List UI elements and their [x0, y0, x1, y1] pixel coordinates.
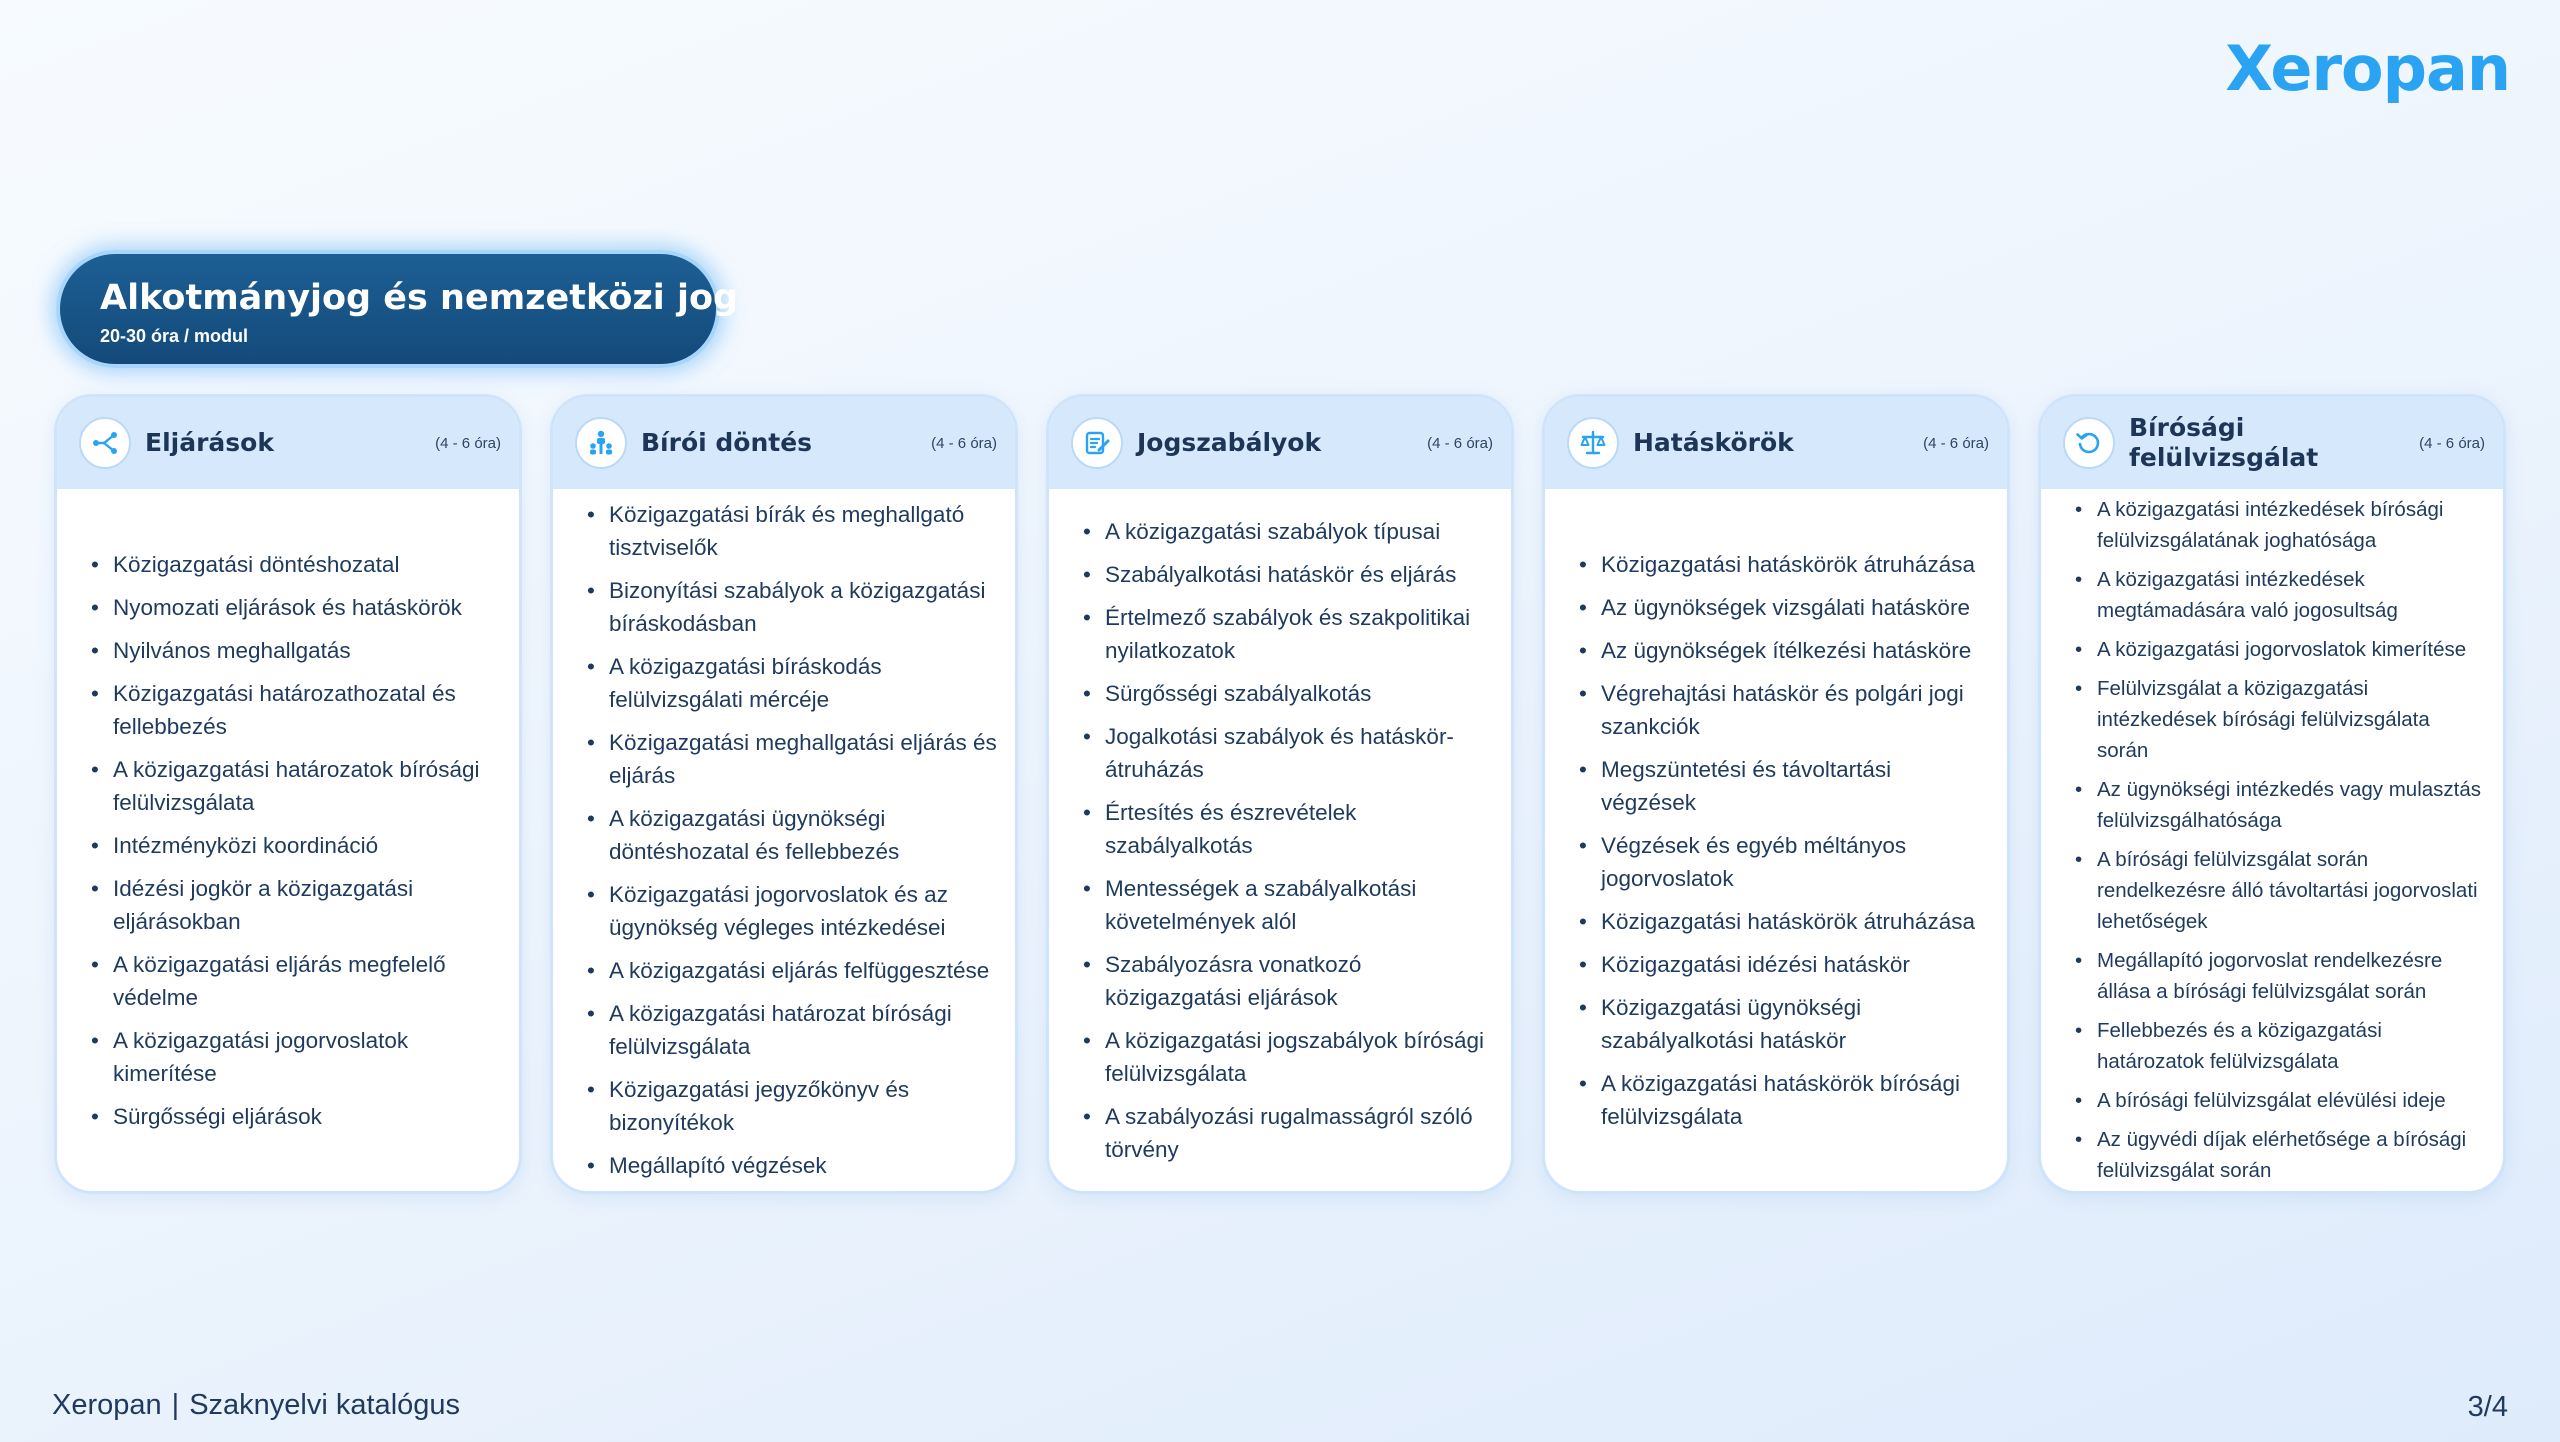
list-item: • Közigazgatási határozathozatal és fellebbezés — [113, 677, 519, 743]
list-item: • Megállapító jogorvoslat rendelkezésre állása a bírósági felülvizsgálat során — [2097, 945, 2503, 1007]
list-item: • Szabályozásra vonatkozó közigazgatási eljárások — [1105, 948, 1511, 1014]
topic-cards — [54, 394, 2506, 1194]
xeropan-logo: Xeropan — [2225, 32, 2510, 105]
card-hours: (4 - 6 óra) — [1923, 434, 1989, 452]
footer-separator: | — [171, 1389, 180, 1421]
card-title: Eljárások — [145, 428, 274, 457]
footer-brand: Xeropan — [52, 1389, 162, 1421]
list-item: • Közigazgatási jogorvoslatok és az ügynökség végleges intézkedései — [609, 878, 1015, 944]
list-item: • A közigazgatási jogorvoslatok kimerítése — [113, 1024, 519, 1090]
list-item: • Az ügynökségek vizsgálati hatásköre — [1601, 591, 2007, 624]
list-item: • A közigazgatási hatáskörök bírósági felülvizsgálata — [1601, 1067, 2007, 1133]
list-item: • Szabályalkotási hatáskör és eljárás — [1105, 558, 1511, 591]
card-hours: (4 - 6 óra) — [1427, 434, 1493, 452]
card-biroi-dontes — [550, 394, 1018, 1194]
card-hours: (4 - 6 óra) — [931, 434, 997, 452]
list-item: • Közigazgatási meghallgatási eljárás és eljárás — [609, 726, 1015, 792]
refresh-icon — [2063, 417, 2115, 469]
list-item: • Közigazgatási hatáskörök átruházása — [1601, 548, 2007, 581]
card-header — [2041, 397, 2503, 489]
card-header — [57, 397, 519, 489]
list-item: • Jogalkotási szabályok és hatáskör-átruházás — [1105, 720, 1511, 786]
list-item: • Mentességek a szabályalkotási követelmények alól — [1105, 872, 1511, 938]
list-item: • Közigazgatási idézési hatáskör — [1601, 948, 2007, 981]
card-hours: (4 - 6 óra) — [2419, 434, 2485, 452]
card-title: Hatáskörök — [1633, 428, 1794, 457]
topic-list — [553, 489, 1015, 1191]
list-item: • Az ügynökségek ítélkezési hatásköre — [1601, 634, 2007, 667]
list-item: • Közigazgatási jegyzőkönyv és bizonyítékok — [609, 1073, 1015, 1139]
list-item: • Intézményközi koordináció — [113, 829, 519, 862]
list-item: • Közigazgatási ügynökségi szabályalkotási hatáskör — [1601, 991, 2007, 1057]
list-item: • Idézési jogkör a közigazgatási eljárásokban — [113, 872, 519, 938]
list-item: • Közigazgatási hatáskörök átruházása — [1601, 905, 2007, 938]
footer-caption — [52, 1389, 460, 1422]
list-item: • A közigazgatási eljárás megfelelő védelme — [113, 948, 519, 1014]
card-jogszabalyok — [1046, 394, 1514, 1194]
card-hataskorok — [1542, 394, 2010, 1194]
card-eljarasok — [54, 394, 522, 1194]
list-item: • Az ügynökségi intézkedés vagy mulasztás felülvizsgálhatósága — [2097, 774, 2503, 836]
module-header-pill — [56, 250, 739, 368]
list-item: • Megállapító végzések — [609, 1149, 1015, 1182]
list-item: • Megszüntetési és távoltartási végzések — [1601, 753, 2007, 819]
module-subtitle: 20-30 óra / modul — [100, 326, 249, 346]
page-number: 3/4 — [2467, 1391, 2508, 1423]
list-item: • A közigazgatási ügynökségi döntéshozatal és fellebbezés — [609, 802, 1015, 868]
list-item: • Bizonyítási szabályok a közigazgatási bíráskodásban — [609, 574, 1015, 640]
topic-list — [57, 489, 519, 1191]
list-item: • A közigazgatási határozatok bírósági felülvizsgálata — [113, 753, 519, 819]
card-birosagi-felulvizsgalat — [2038, 394, 2506, 1194]
list-item: • A bírósági felülvizsgálat elévülési ideje — [2097, 1085, 2503, 1116]
list-item: • Értesítés és észrevételek szabályalkotás — [1105, 796, 1511, 862]
list-item: • A közigazgatási jogorvoslatok kimerítése — [2097, 634, 2503, 665]
list-item: • A közigazgatási jogszabályok bírósági felülvizsgálata — [1105, 1024, 1511, 1090]
people-hierarchy-icon — [575, 417, 627, 469]
list-item: • Sürgősségi szabályalkotás — [1105, 677, 1511, 710]
list-item: • Az ügyvédi díjak elérhetősége a bírósági felülvizsgálat során — [2097, 1124, 2503, 1186]
card-title: Bírói döntés — [641, 428, 813, 457]
module-title: Alkotmányjog és nemzetközi jog — [100, 278, 739, 318]
list-item: • Végzések és egyéb méltányos jogorvoslatok — [1601, 829, 2007, 895]
card-header — [1049, 397, 1511, 489]
list-item: • A közigazgatási intézkedések bírósági felülvizsgálatának joghatósága — [2097, 494, 2503, 556]
list-item: • A közigazgatási intézkedések megtámadására való jogosultság — [2097, 564, 2503, 626]
list-item: • Közigazgatási döntéshozatal — [113, 548, 519, 581]
scales-icon — [1567, 417, 1619, 469]
list-item: • A közigazgatási szabályok típusai — [1105, 515, 1511, 548]
list-item: • A közigazgatási eljárás felfüggesztése — [609, 954, 1015, 987]
list-item: • A szabályozási rugalmasságról szóló törvény — [1105, 1100, 1511, 1166]
list-item: • A közigazgatási bíráskodás felülvizsgálati mércéje — [609, 650, 1015, 716]
card-header — [553, 397, 1015, 489]
list-item: • A bírósági felülvizsgálat során rendelkezésre álló távoltartási jogorvoslati lehetőségek — [2097, 844, 2503, 937]
share-nodes-icon — [79, 417, 131, 469]
card-title: Bírósági felülvizsgálat — [2129, 413, 2319, 472]
edit-document-icon — [1071, 417, 1123, 469]
topic-list — [2041, 489, 2503, 1191]
list-item: • Sürgősségi eljárások — [113, 1100, 519, 1133]
list-item: • Nyomozati eljárások és hatáskörök — [113, 591, 519, 624]
card-header — [1545, 397, 2007, 489]
footer-catalog: Szaknyelvi katalógus — [189, 1389, 461, 1421]
list-item: • A közigazgatási határozat bírósági felülvizsgálata — [609, 997, 1015, 1063]
card-title: Jogszabályok — [1137, 428, 1322, 457]
list-item: • Nyilvános meghallgatás — [113, 634, 519, 667]
list-item: • Felülvizsgálat a közigazgatási intézkedések bírósági felülvizsgálata során — [2097, 673, 2503, 766]
topic-list — [1545, 489, 2007, 1191]
list-item: • Értelmező szabályok és szakpolitikai nyilatkozatok — [1105, 601, 1511, 667]
list-item: • Fellebbezés és a közigazgatási határozatok felülvizsgálata — [2097, 1015, 2503, 1077]
list-item: • Végrehajtási hatáskör és polgári jogi szankciók — [1601, 677, 2007, 743]
card-hours: (4 - 6 óra) — [435, 434, 501, 452]
topic-list — [1049, 489, 1511, 1191]
list-item: • Közigazgatási bírák és meghallgató tisztviselők — [609, 498, 1015, 564]
